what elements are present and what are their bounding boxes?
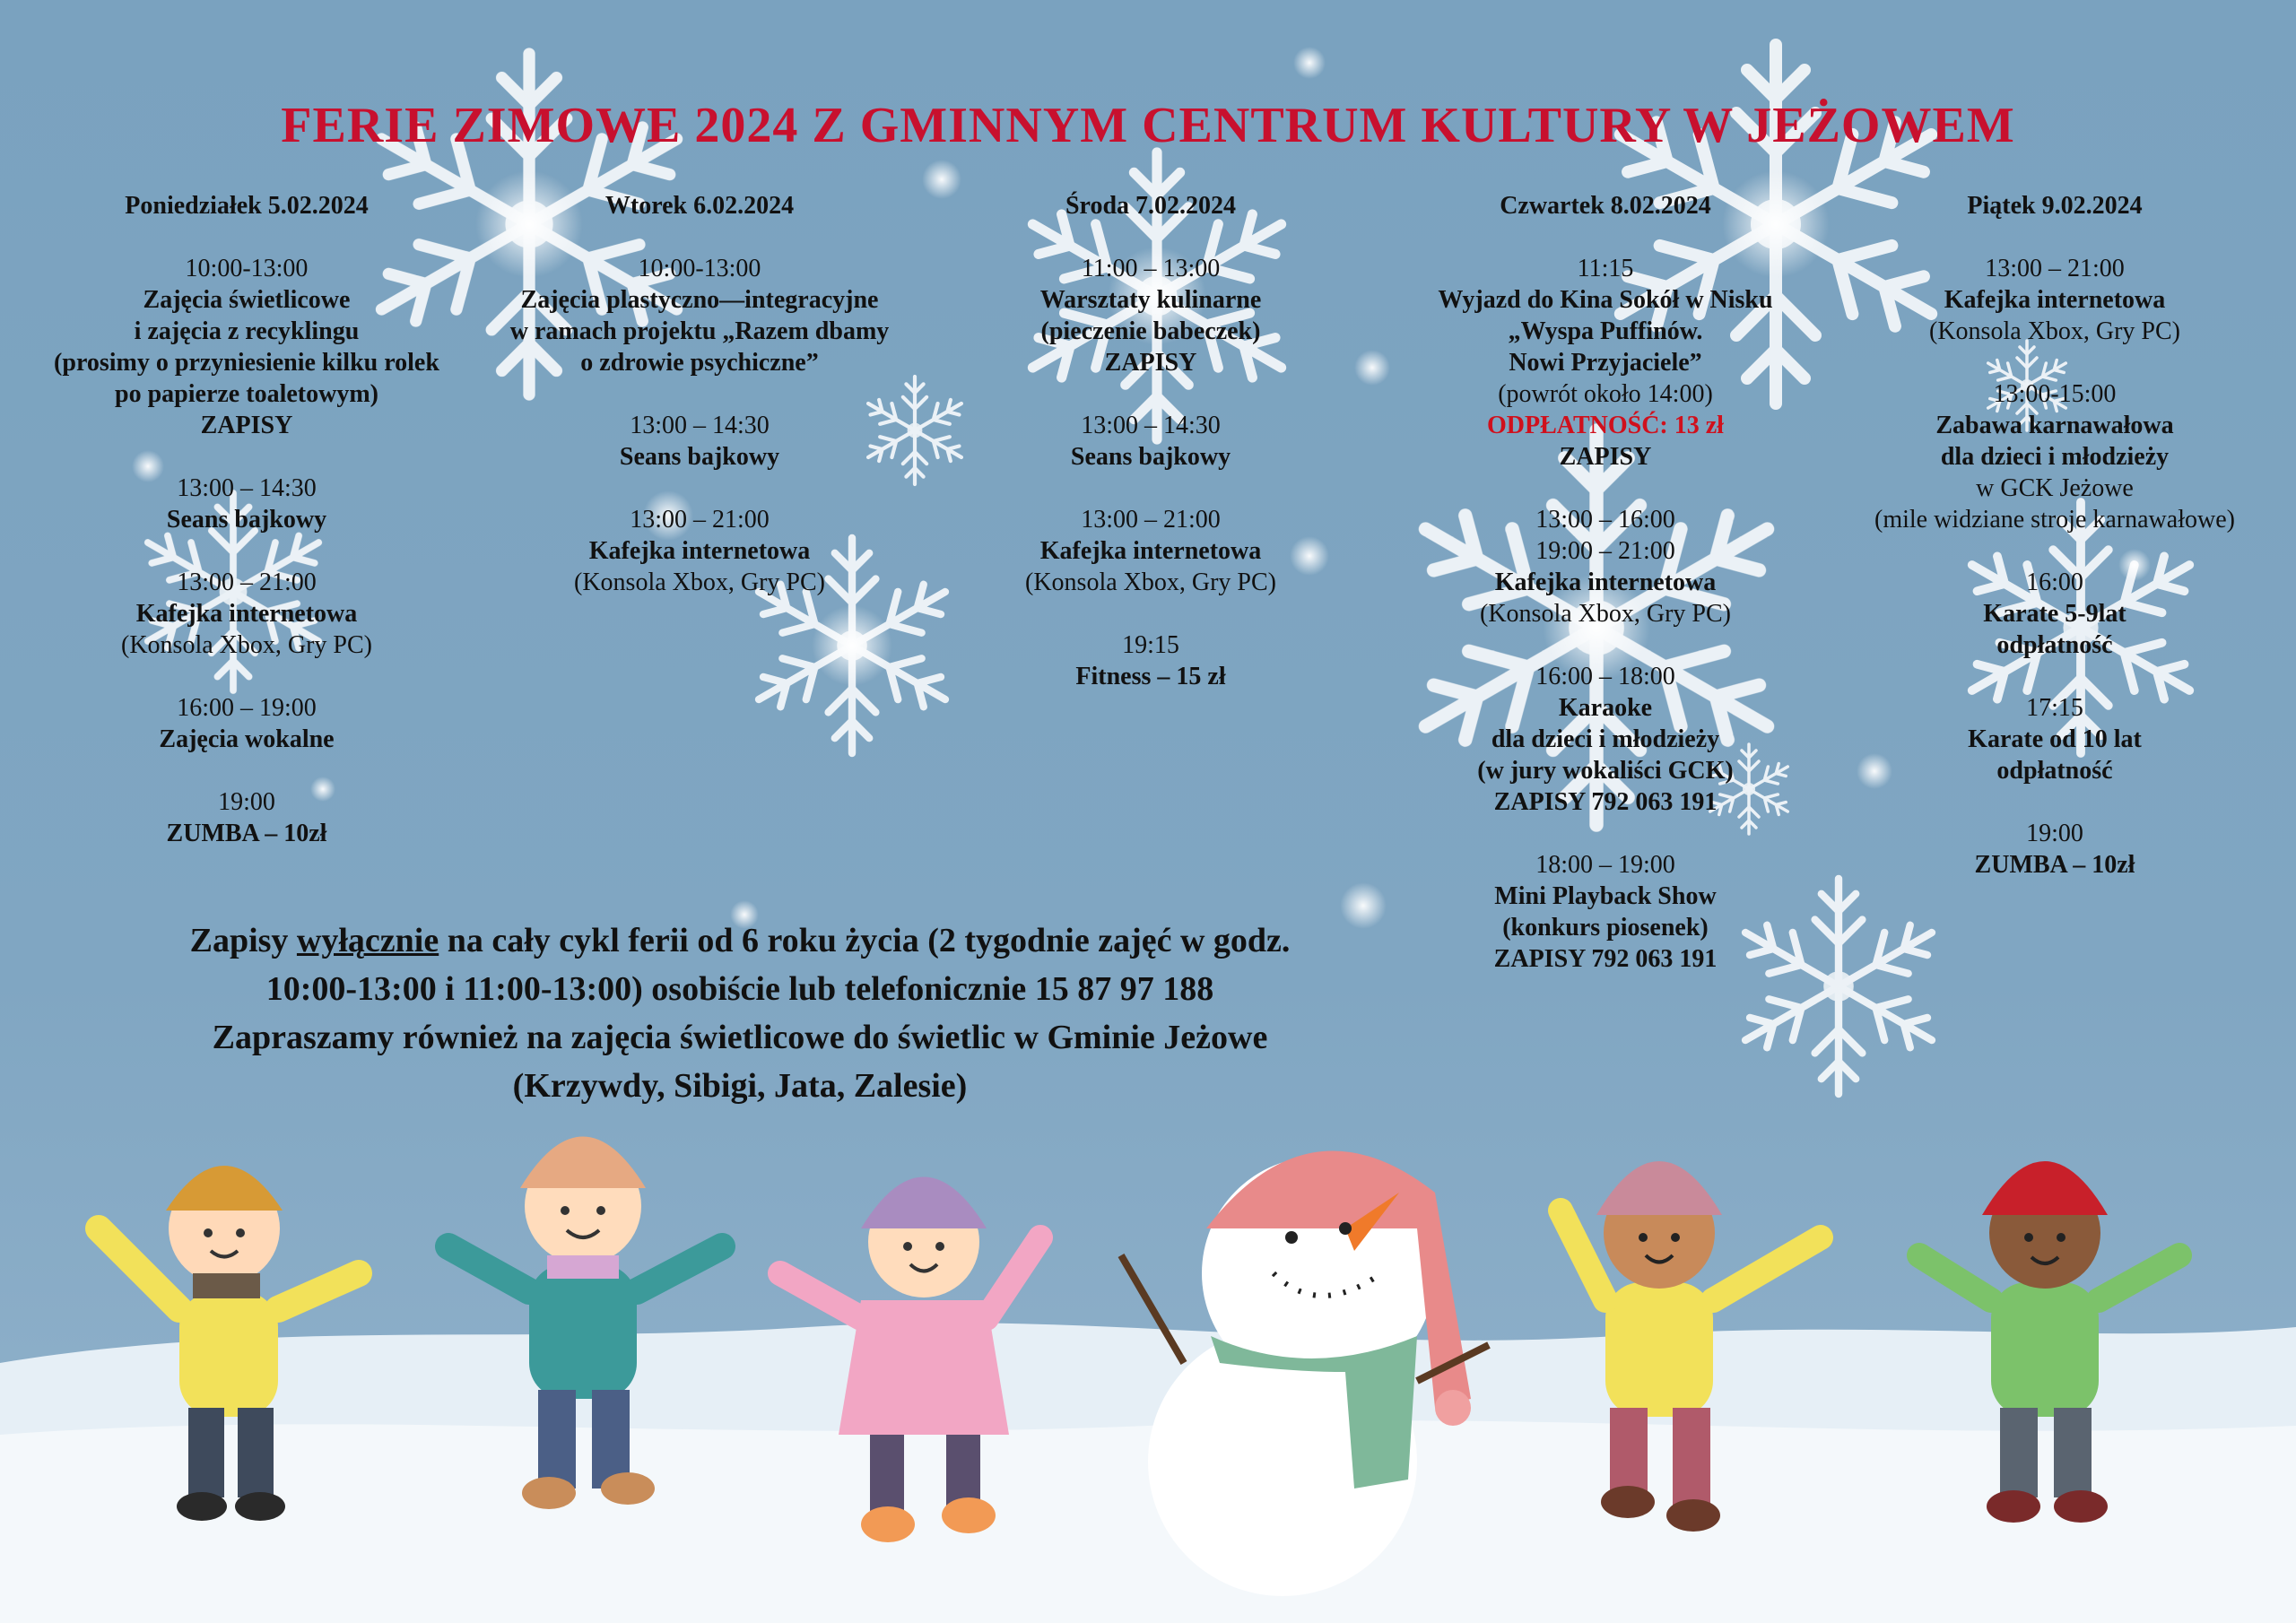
info-underlined-word: wyłącznie: [296, 922, 439, 959]
event-description-line: ZAPISY: [1559, 443, 1652, 471]
event-time: 13:00 – 16:00: [1535, 506, 1675, 534]
event-description-line: Fitness – 15 zł: [1075, 663, 1226, 690]
event-description-line: odpłatność: [1996, 631, 2113, 659]
event-time: 11:00 – 13:00: [1081, 255, 1221, 282]
event-block: [1395, 504, 1816, 629]
event-description-line: 19:00 – 21:00: [1535, 537, 1675, 565]
event-description-line: Seans bajkowy: [166, 506, 327, 534]
event-description-line: o zdrowie psychiczne”: [580, 349, 819, 377]
info-line-4: (Krzywdy, Sibigi, Jata, Zalesie): [512, 1067, 968, 1105]
event-description-line: Mini Playback Show: [1494, 882, 1717, 910]
event-description-line: ZAPISY 792 063 191: [1493, 945, 1718, 973]
event-description-line: (Konsola Xbox, Gry PC): [121, 631, 372, 659]
event-description-line: dla dzieci i młodzieży: [1940, 443, 2170, 471]
event-time: 10:00-13:00: [638, 255, 761, 282]
event-description-line: (Konsola Xbox, Gry PC): [1025, 568, 1276, 596]
event-time: 13:00 – 21:00: [177, 568, 317, 596]
event-block: [489, 410, 910, 473]
event-block: [1395, 849, 1816, 975]
event-description-line: Zajęcia wokalne: [159, 725, 335, 753]
event-description-line: Karate 5-9lat: [1983, 600, 2126, 628]
event-description-line: Kafejka internetowa: [1039, 537, 1262, 565]
event-block: [36, 473, 457, 535]
event-time: 11:15: [1577, 255, 1634, 282]
event-description-line: Zajęcia plastyczno—integracyjne: [520, 286, 879, 314]
event-time: 19:00: [2026, 820, 2083, 847]
event-description-line: ZUMBA – 10zł: [166, 820, 327, 847]
event-time: 19:00: [218, 788, 275, 816]
event-block: [1395, 253, 1816, 473]
event-description-line: i zajęcia z recyklingu: [134, 317, 360, 345]
event-description-line: Kafejka internetowa: [1494, 568, 1717, 596]
event-time: 13:00 – 14:30: [630, 412, 770, 439]
event-description-line: Karate od 10 lat: [1968, 725, 2142, 753]
event-time: 13:00 – 21:00: [630, 506, 770, 534]
event-description-line: (pieczenie babeczek): [1040, 317, 1261, 345]
event-description-line: po papierze toaletowym): [115, 380, 378, 408]
event-block: [1844, 378, 2266, 535]
event-block: [36, 692, 457, 755]
event-description-line: odpłatność: [1996, 757, 2113, 785]
event-description-line: ZAPISY: [1104, 349, 1197, 377]
event-description-line: (prosimy o przyniesienie kilku rolek: [54, 349, 439, 377]
event-time: 13:00 – 14:30: [1081, 412, 1221, 439]
event-time: 16:00: [2026, 568, 2083, 596]
event-block: [940, 253, 1361, 378]
event-block: [940, 629, 1361, 692]
event-time: 13:00 – 21:00: [1081, 506, 1221, 534]
event-description-line: w ramach projektu „Razem dbamy: [509, 317, 890, 345]
event-description-line: ZUMBA – 10zł: [1974, 851, 2135, 879]
event-description-line: Karaoke: [1558, 694, 1653, 722]
event-description-line: (powrót około 14:00): [1498, 380, 1713, 408]
event-block: [1844, 692, 2266, 786]
event-description-line: Zabawa karnawałowa: [1935, 412, 2174, 439]
day-column-tuesday: [489, 190, 910, 629]
day-header: Środa 7.02.2024: [1065, 192, 1237, 220]
event-time: 17:15: [2026, 694, 2083, 722]
info-line-2: 10:00-13:00 i 11:00-13:00) osobiście lub telefonicznie 15 87 97 188: [265, 970, 1214, 1008]
event-description-line: (Konsola Xbox, Gry PC): [1929, 317, 2180, 345]
event-block: [1844, 253, 2266, 347]
event-time: 13:00-15:00: [1993, 380, 2117, 408]
event-description-line: (konkurs piosenek): [1502, 914, 1709, 942]
event-time: 13:00 – 21:00: [1985, 255, 2125, 282]
event-block: [489, 253, 910, 378]
event-fee: ODPŁATNOŚĆ: 13 zł: [1487, 412, 1724, 439]
event-description-line: Seans bajkowy: [1070, 443, 1231, 471]
event-description-line: (w jury wokaliści GCK): [1477, 757, 1734, 785]
event-description-line: ZAPISY 792 063 191: [1493, 788, 1718, 816]
info-line-1: Zapisy wyłącznie na cały cykl ferii od 6 roku życia (2 tygodnie zajęć w godz.: [189, 922, 1291, 959]
event-description-line: (Konsola Xbox, Gry PC): [574, 568, 825, 596]
day-column-wednesday: [940, 190, 1361, 724]
day-column-thursday: [1395, 190, 1816, 1006]
event-description-line: Kafejka internetowa: [588, 537, 811, 565]
event-block: [1844, 818, 2266, 881]
event-description-line: ZAPISY: [200, 412, 293, 439]
event-block: [36, 786, 457, 849]
event-block: [36, 567, 457, 661]
event-time: 10:00-13:00: [185, 255, 309, 282]
info-line-3: Zapraszamy również na zajęcia świetlicowe do świetlic w Gminie Jeżowe: [212, 1019, 1268, 1056]
day-header: Czwartek 8.02.2024: [1500, 192, 1711, 220]
event-description-line: (mile widziane stroje karnawałowe): [1874, 506, 2235, 534]
event-block: [1844, 567, 2266, 661]
day-header: Wtorek 6.02.2024: [604, 192, 795, 220]
event-description-line: Kafejka internetowa: [135, 600, 358, 628]
event-time: 13:00 – 14:30: [177, 474, 317, 502]
event-block: [940, 410, 1361, 473]
event-time: 16:00 – 19:00: [177, 694, 317, 722]
event-time: 19:15: [1122, 631, 1179, 659]
event-description-line: Seans bajkowy: [619, 443, 780, 471]
day-header: Poniedziałek 5.02.2024: [125, 192, 369, 220]
day-column-friday: [1844, 190, 2266, 912]
event-description-line: Zajęcia świetlicowe: [143, 286, 351, 314]
event-time: 18:00 – 19:00: [1535, 851, 1675, 879]
event-block: [940, 504, 1361, 598]
event-description-line: (Konsola Xbox, Gry PC): [1480, 600, 1731, 628]
day-header: Piątek 9.02.2024: [1967, 192, 2143, 220]
event-description-line: Wyjazd do Kina Sokół w Nisku: [1438, 286, 1773, 314]
page-title: FERIE ZIMOWE 2024 Z GMINNYM CENTRUM KULTURY W JEŻOWEM: [281, 98, 2015, 153]
event-block: [36, 253, 457, 441]
event-block: [1395, 661, 1816, 818]
event-description-line: Nowi Przyjaciele”: [1509, 349, 1702, 377]
event-block: [489, 504, 910, 598]
kids-illustration: [0, 1058, 2296, 1623]
day-column-monday: [36, 190, 457, 881]
event-description-line: Warsztaty kulinarne: [1039, 286, 1262, 314]
event-description-line: Kafejka internetowa: [1944, 286, 2166, 314]
event-description-line: dla dzieci i młodzieży: [1491, 725, 1720, 753]
event-description-line: w GCK Jeżowe: [1976, 474, 2134, 502]
event-time: 16:00 – 18:00: [1535, 663, 1675, 690]
event-description-line: „Wyspa Puffinów.: [1508, 317, 1703, 345]
